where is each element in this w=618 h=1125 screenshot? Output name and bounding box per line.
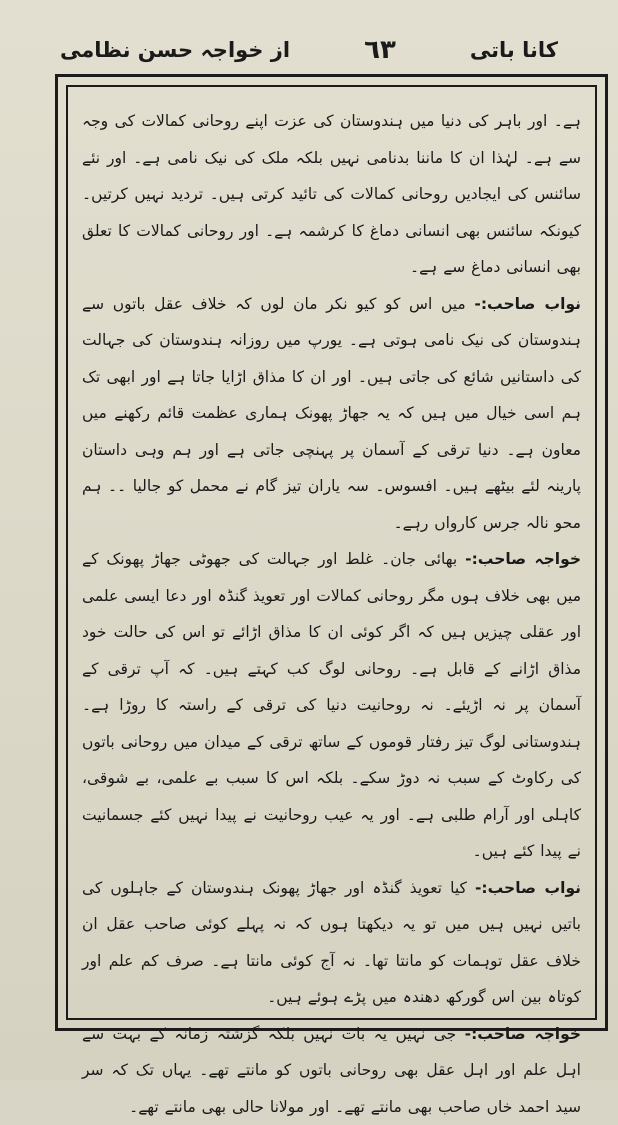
speaker-label: نواب صاحب:-	[474, 295, 581, 313]
paragraph-text: بھائی جان۔ غلط اور جہالت کی جھوٹی جھاڑ پھونک کے میں بھی خلاف ہوں مگر روحانی کمالات اور تعویذ گنڈہ اور دعا ایسی علمی اور عقلی چیزیں ہیں کہ اگر کوئی ان کا مذاق اڑائے تو اس کی حالت خود مذاق اڑانے کے قابل ہے۔ روحانی لوگ کب کہتے ہیں۔ کہ آپ ترقی کے آسمان پر نہ اڑیئے۔ نہ روحانیت دنیا کی ترقی کے راستہ کا روڑا ہے۔ ہندوستانی لوگ تیز رفتار قوموں کے ساتھ ترقی کے میدان میں روحانی باتوں کی رکاوٹ کے سبب نہ دوڑ سکے۔ بلکہ اس کا سبب بے علمی، بے شوقی، کاہلی اور آرام طلبی ہے۔ اور یہ عیب روحانیت نے پیدا نہیں کئے جسمانیت نے پیدا کئے ہیں۔	[82, 550, 581, 860]
page-number: ٦٣	[364, 35, 396, 65]
page-border-outer	[55, 74, 608, 1031]
paragraph-text: ہے۔ اور باہر کی دنیا میں ہندوستان کی عزت اپنے روحانی کمالات کی وجہ سے ہے۔ لہٰذا ان کا ماننا بدنامی نہیں بلکہ ملک کی نیک نامی ہے۔ اور نئے سائنس کی ایجادیں روحانی کمالات کی تائید کرتی ہیں۔ تردید نہیں کرتیں۔ کیونکہ سائنس بھی انسانی دماغ کا کرشمہ ہے۔ اور روحانی کمالات کا تعلق بھی انسانی دماغ سے ہے۔	[82, 112, 581, 276]
paragraph-text: کیا تعویذ گنڈہ اور جھاڑ پھونک ہندوستان کے جاہلوں کی باتیں نہیں ہیں میں تو یہ دیکھتا ہوں کہ نہ پہلے کوئی صاحب عقل ان خلاف عقل توہمات کو مانتا تھا۔ نہ آج کوئی مانتا ہے۔ صرف کم علم اور کوتاہ بین اس گورکھ دھندہ میں پڑے ہوئے ہیں۔	[82, 879, 581, 1007]
speaker-label: خواجہ صاحب:-	[465, 550, 581, 568]
paragraph-4	[82, 870, 581, 1016]
author-name: از خواجہ حسن نظامی	[60, 38, 290, 62]
paragraph-2	[82, 286, 581, 542]
paragraph-1	[82, 103, 581, 286]
paragraph-text: میں اس کو کیو نکر مان لوں کہ خلاف عقل باتوں سے ہندوستان کی نیک نامی ہوتی ہے۔ یورپ میں روزانہ ہندوستان کی جہالت کی داستانیں شائع کی جاتی ہیں۔ اور ان کا مذاق اڑایا جاتا ہے اور ابھی تک ہم اسی خیال میں ہیں کہ یہ جھاڑ پھونک ہماری عظمت قائم رکھنے میں معاون ہے۔ دنیا ترقی کے آسمان پر پہنچی جاتی ہے اور ہم وہی داستان پارینہ لئے بیٹھے ہیں۔ افسوس۔ سہ یاران تیز گام نے محمل کو جالیا ۔۔ ہم محو نالہ جرس کارواں رہے۔	[82, 295, 581, 532]
speaker-label: خواجہ صاحب:-	[465, 1025, 581, 1043]
page-border-inner	[66, 85, 597, 1020]
page-header	[60, 30, 558, 70]
paragraph-3	[82, 541, 581, 870]
body-text	[82, 103, 581, 1004]
paragraph-text: جی نہیں یہ بات نہیں بلکہ گزشتہ زمانہ کے بہت سے اہل علم اور اہل عقل بھی روحانی باتوں کو مانتے تھے۔ یہاں تک کہ سر سید احمد خاں صاحب بھی مانتے تھے۔ اور مولانا حالی بھی مانتے تھے۔	[82, 1025, 581, 1116]
speaker-label: نواب صاحب:-	[475, 879, 581, 897]
book-title: کانا باتی	[470, 38, 558, 62]
paragraph-5	[82, 1016, 581, 1125]
